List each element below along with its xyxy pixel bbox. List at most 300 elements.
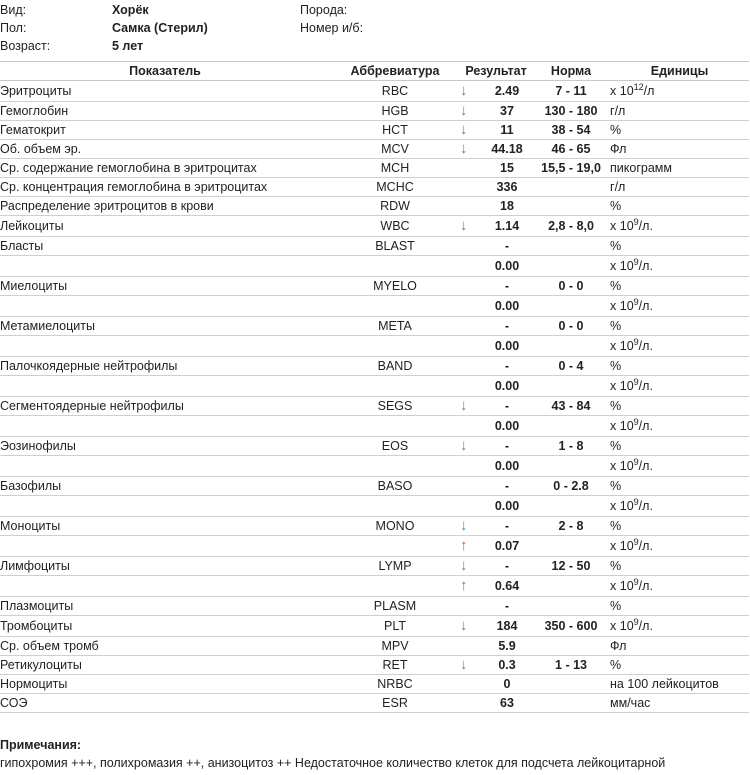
age-value: 5 лет [112, 39, 144, 53]
result-value: 37 [482, 102, 532, 121]
norm-range [532, 178, 610, 197]
unit-cell [610, 597, 749, 616]
unit-text: на 100 лейкоцитов [610, 677, 719, 691]
unit-text: x 10 [610, 84, 634, 98]
arrow-down-icon [460, 140, 482, 159]
result-value: 0.3 [482, 656, 532, 675]
flag-cell [460, 496, 482, 517]
indicator-abbreviation [330, 296, 460, 317]
unit-exponent: 9 [633, 537, 639, 547]
unit-cell [610, 576, 749, 597]
unit-cell [610, 317, 749, 336]
arrow-down-icon [460, 397, 482, 416]
norm-range [532, 597, 610, 616]
unit-text: мм/час [610, 696, 651, 710]
flag-cell [460, 159, 482, 178]
unit-cell [610, 357, 749, 376]
unit-suffix: /л. [638, 499, 653, 513]
arrow-up-icon: ↑ [460, 577, 468, 594]
indicator-abbreviation [330, 496, 460, 517]
indicator-name [0, 376, 330, 397]
table-row [0, 557, 749, 576]
table-row [0, 102, 749, 121]
sex-label: Пол: [0, 21, 27, 35]
unit-cell [610, 178, 749, 197]
notes-text: гипохромия +++, полихромазия ++, анизоцитоз ++ Недостаточное количество клеток для подсчета лейкоцитарной [0, 756, 666, 770]
unit-exponent: 9 [633, 417, 639, 427]
unit-text: пикограмм [610, 161, 672, 175]
unit-suffix: /л. [638, 299, 653, 313]
indicator-name [0, 496, 330, 517]
indicator-abbreviation: MCHC [330, 178, 460, 197]
indicator-abbreviation: PLASM [330, 597, 460, 616]
norm-range: 38 - 54 [532, 121, 610, 140]
norm-range [532, 675, 610, 694]
unit-cell [610, 197, 749, 216]
norm-range: 350 - 600 [532, 616, 610, 637]
unit-text: x 10 [610, 459, 634, 473]
table-row [0, 256, 749, 277]
notes-title: Примечания: [0, 738, 82, 752]
indicator-name: Лейкоциты [0, 216, 330, 237]
indicator-name: Палочкоядерные нейтрофилы [0, 357, 330, 376]
flag-cell [460, 597, 482, 616]
arrow-up-icon: ↑ [460, 537, 468, 554]
indicator-name [0, 336, 330, 357]
table-row [0, 296, 749, 317]
norm-range [532, 256, 610, 277]
unit-exponent: 9 [633, 617, 639, 627]
arrow-down-icon [460, 656, 482, 675]
arrow-down-icon [460, 121, 482, 140]
result-value: 2.49 [482, 81, 532, 102]
norm-range: 0 - 2.8 [532, 477, 610, 496]
table-row [0, 576, 749, 597]
arrow-down-icon: ↓ [460, 82, 468, 99]
result-value: - [482, 517, 532, 536]
chip-label: Номер и/б: [300, 21, 364, 35]
arrow-down-icon [460, 81, 482, 102]
indicator-abbreviation [330, 336, 460, 357]
indicator-name: Сегментоядерные нейтрофилы [0, 397, 330, 416]
table-row [0, 397, 749, 416]
table-row [0, 216, 749, 237]
norm-range [532, 197, 610, 216]
unit-cell [610, 536, 749, 557]
indicator-abbreviation: HCT [330, 121, 460, 140]
table-row [0, 477, 749, 496]
indicator-name [0, 296, 330, 317]
indicator-abbreviation: SEGS [330, 397, 460, 416]
result-value: 0.00 [482, 336, 532, 357]
unit-text: x 10 [610, 219, 634, 233]
flag-cell [460, 637, 482, 656]
indicator-name [0, 416, 330, 437]
table-row [0, 197, 749, 216]
indicator-name [0, 576, 330, 597]
arrow-down-icon: ↓ [460, 217, 468, 234]
indicator-name: Распределение эритроцитов в крови [0, 197, 330, 216]
result-value: 0.00 [482, 376, 532, 397]
norm-range: 0 - 4 [532, 357, 610, 376]
table-row [0, 536, 749, 557]
result-value: 44.18 [482, 140, 532, 159]
indicator-name: Плазмоциты [0, 597, 330, 616]
arrow-down-icon [460, 557, 482, 576]
flag-cell [460, 376, 482, 397]
table-row [0, 178, 749, 197]
arrow-down-icon: ↓ [460, 102, 468, 119]
unit-cell [610, 416, 749, 437]
norm-range [532, 376, 610, 397]
arrow-down-icon [460, 216, 482, 237]
indicator-abbreviation: MONO [330, 517, 460, 536]
results-table [0, 61, 749, 713]
arrow-down-icon: ↓ [460, 656, 468, 673]
unit-cell [610, 296, 749, 317]
unit-text: x 10 [610, 619, 634, 633]
unit-cell [610, 140, 749, 159]
unit-suffix: /л. [638, 339, 653, 353]
indicator-name: Бласты [0, 237, 330, 256]
indicator-name: Ср. объем тромб [0, 637, 330, 656]
flag-cell [460, 178, 482, 197]
result-value: 1.14 [482, 216, 532, 237]
unit-text: x 10 [610, 259, 634, 273]
arrow-down-icon [460, 517, 482, 536]
norm-range: 15,5 - 19,0 [532, 159, 610, 178]
indicator-abbreviation: MCV [330, 140, 460, 159]
flag-cell [460, 237, 482, 256]
unit-cell [610, 81, 749, 102]
unit-exponent: 9 [633, 377, 639, 387]
indicator-name: Базофилы [0, 477, 330, 496]
unit-cell [610, 336, 749, 357]
indicator-name [0, 536, 330, 557]
result-value: 184 [482, 616, 532, 637]
breed-label: Порода: [300, 3, 348, 17]
table-row [0, 437, 749, 456]
indicator-name: Метамиелоциты [0, 317, 330, 336]
table-row [0, 637, 749, 656]
table-row [0, 694, 749, 713]
norm-range: 46 - 65 [532, 140, 610, 159]
unit-cell [610, 616, 749, 637]
unit-suffix: /л. [638, 459, 653, 473]
indicator-name: Лимфоциты [0, 557, 330, 576]
sex-value: Самка (Стерил) [112, 21, 208, 35]
indicator-abbreviation [330, 416, 460, 437]
unit-exponent: 9 [633, 217, 639, 227]
indicator-abbreviation: WBC [330, 216, 460, 237]
flag-cell [460, 277, 482, 296]
flag-cell [460, 296, 482, 317]
unit-text: % [610, 359, 622, 373]
norm-range [532, 637, 610, 656]
arrow-down-icon [460, 616, 482, 637]
indicator-name: Миелоциты [0, 277, 330, 296]
result-value: 0.00 [482, 456, 532, 477]
table-row [0, 357, 749, 376]
table-row [0, 140, 749, 159]
result-value: 0 [482, 675, 532, 694]
unit-text: % [610, 599, 622, 613]
column-header-result: Результат [460, 62, 532, 81]
table-row [0, 416, 749, 437]
indicator-abbreviation: HGB [330, 102, 460, 121]
unit-exponent: 9 [633, 497, 639, 507]
unit-suffix: /л [643, 84, 655, 98]
unit-text: x 10 [610, 299, 634, 313]
norm-range: 7 - 11 [532, 81, 610, 102]
unit-cell [610, 376, 749, 397]
unit-text: x 10 [610, 339, 634, 353]
result-value: - [482, 277, 532, 296]
unit-cell [610, 637, 749, 656]
arrow-down-icon [460, 437, 482, 456]
indicator-abbreviation: ESR [330, 694, 460, 713]
arrow-up-icon [460, 576, 482, 597]
indicator-abbreviation [330, 376, 460, 397]
indicator-name: Гематокрит [0, 121, 330, 140]
unit-cell [610, 496, 749, 517]
unit-cell [610, 216, 749, 237]
result-value: 336 [482, 178, 532, 197]
result-value: 18 [482, 197, 532, 216]
table-header-row [0, 62, 749, 81]
indicator-abbreviation: RBC [330, 81, 460, 102]
table-row [0, 517, 749, 536]
unit-text: % [610, 399, 622, 413]
indicator-name: Ср. содержание гемоглобина в эритроцитах [0, 159, 330, 178]
result-value: - [482, 437, 532, 456]
norm-range: 130 - 180 [532, 102, 610, 121]
table-row [0, 675, 749, 694]
flag-cell [460, 675, 482, 694]
table-row [0, 456, 749, 477]
unit-text: % [610, 199, 622, 213]
indicator-name: Тромбоциты [0, 616, 330, 637]
flag-cell [460, 197, 482, 216]
unit-exponent: 9 [633, 337, 639, 347]
result-value: 0.00 [482, 416, 532, 437]
result-value: 0.64 [482, 576, 532, 597]
table-row [0, 159, 749, 178]
indicator-abbreviation [330, 536, 460, 557]
indicator-abbreviation: LYMP [330, 557, 460, 576]
unit-cell [610, 256, 749, 277]
result-value: - [482, 357, 532, 376]
norm-range [532, 456, 610, 477]
norm-range [532, 496, 610, 517]
column-header-units: Единицы [610, 62, 749, 81]
indicator-name [0, 256, 330, 277]
result-value: - [482, 597, 532, 616]
norm-range [532, 237, 610, 256]
age-label: Возраст: [0, 39, 51, 53]
arrow-down-icon: ↓ [460, 517, 468, 534]
unit-cell [610, 121, 749, 140]
table-row [0, 597, 749, 616]
unit-text: x 10 [610, 579, 634, 593]
arrow-up-icon [460, 536, 482, 557]
column-header-norm: Норма [532, 62, 610, 81]
indicator-name: Нормоциты [0, 675, 330, 694]
unit-cell [610, 456, 749, 477]
norm-range: 43 - 84 [532, 397, 610, 416]
table-row [0, 237, 749, 256]
indicator-abbreviation: RDW [330, 197, 460, 216]
unit-text: x 10 [610, 419, 634, 433]
indicator-name: Ср. концентрация гемоглобина в эритроцитах [0, 178, 330, 197]
flag-cell [460, 336, 482, 357]
norm-range [532, 694, 610, 713]
table-row [0, 317, 749, 336]
arrow-down-icon: ↓ [460, 437, 468, 454]
unit-cell [610, 102, 749, 121]
species-value: Хорёк [112, 3, 149, 17]
unit-text: % [610, 479, 622, 493]
norm-range: 0 - 0 [532, 277, 610, 296]
result-value: - [482, 557, 532, 576]
norm-range [532, 336, 610, 357]
unit-text: x 10 [610, 539, 634, 553]
norm-range: 1 - 8 [532, 437, 610, 456]
unit-text: % [610, 559, 622, 573]
indicator-abbreviation: BAND [330, 357, 460, 376]
result-value: 0.07 [482, 536, 532, 557]
table-row [0, 496, 749, 517]
table-row [0, 656, 749, 675]
indicator-abbreviation: MCH [330, 159, 460, 178]
indicator-name: Эритроциты [0, 81, 330, 102]
unit-cell [610, 557, 749, 576]
table-row [0, 121, 749, 140]
result-value: 0.00 [482, 496, 532, 517]
arrow-down-icon: ↓ [460, 121, 468, 138]
indicator-name: Ретикулоциты [0, 656, 330, 675]
result-value: 63 [482, 694, 532, 713]
unit-text: % [610, 658, 622, 672]
arrow-down-icon [460, 102, 482, 121]
flag-cell [460, 456, 482, 477]
flag-cell [460, 416, 482, 437]
indicator-abbreviation: BLAST [330, 237, 460, 256]
unit-cell [610, 477, 749, 496]
result-value: - [482, 477, 532, 496]
unit-suffix: /л. [638, 579, 653, 593]
indicator-abbreviation: META [330, 317, 460, 336]
unit-cell [610, 517, 749, 536]
unit-cell [610, 277, 749, 296]
unit-text: x 10 [610, 379, 634, 393]
unit-text: % [610, 439, 622, 453]
indicator-name: Гемоглобин [0, 102, 330, 121]
indicator-name: Эозинофилы [0, 437, 330, 456]
norm-range: 2 - 8 [532, 517, 610, 536]
unit-text: % [610, 279, 622, 293]
unit-suffix: /л. [638, 219, 653, 233]
unit-text: г/л [610, 180, 626, 194]
unit-cell [610, 437, 749, 456]
unit-suffix: /л. [638, 379, 653, 393]
result-value: 0.00 [482, 256, 532, 277]
norm-range: 0 - 0 [532, 317, 610, 336]
indicator-abbreviation: MYELO [330, 277, 460, 296]
norm-range [532, 296, 610, 317]
unit-suffix: /л. [638, 259, 653, 273]
unit-suffix: /л. [638, 419, 653, 433]
indicator-name: Моноциты [0, 517, 330, 536]
result-value: 11 [482, 121, 532, 140]
unit-suffix: /л. [638, 539, 653, 553]
table-body [0, 81, 749, 713]
flag-cell [460, 477, 482, 496]
indicator-abbreviation [330, 456, 460, 477]
result-value: - [482, 397, 532, 416]
indicator-abbreviation: EOS [330, 437, 460, 456]
unit-text: % [610, 123, 622, 137]
indicator-name [0, 456, 330, 477]
norm-range: 2,8 - 8,0 [532, 216, 610, 237]
unit-text: % [610, 319, 622, 333]
norm-range [532, 576, 610, 597]
flag-cell [460, 256, 482, 277]
result-value: - [482, 237, 532, 256]
table-row [0, 376, 749, 397]
flag-cell [460, 357, 482, 376]
table-row [0, 277, 749, 296]
result-value: 0.00 [482, 296, 532, 317]
unit-exponent: 9 [633, 457, 639, 467]
unit-text: % [610, 519, 622, 533]
indicator-abbreviation [330, 256, 460, 277]
norm-range: 12 - 50 [532, 557, 610, 576]
unit-cell [610, 237, 749, 256]
table-row [0, 616, 749, 637]
unit-text: % [610, 239, 622, 253]
unit-cell [610, 694, 749, 713]
arrow-down-icon: ↓ [460, 140, 468, 157]
unit-exponent: 9 [633, 297, 639, 307]
flag-cell [460, 694, 482, 713]
indicator-name: СОЭ [0, 694, 330, 713]
unit-text: x 10 [610, 499, 634, 513]
arrow-down-icon: ↓ [460, 397, 468, 414]
indicator-abbreviation: RET [330, 656, 460, 675]
result-value: 15 [482, 159, 532, 178]
unit-exponent: 12 [633, 82, 644, 92]
unit-suffix: /л. [638, 619, 653, 633]
unit-cell [610, 675, 749, 694]
unit-exponent: 9 [633, 577, 639, 587]
norm-range: 1 - 13 [532, 656, 610, 675]
arrow-down-icon: ↓ [460, 617, 468, 634]
table-row [0, 81, 749, 102]
table-row [0, 336, 749, 357]
unit-text: Фл [610, 639, 627, 653]
indicator-abbreviation: PLT [330, 616, 460, 637]
result-value: - [482, 317, 532, 336]
indicator-abbreviation: BASO [330, 477, 460, 496]
arrow-down-icon: ↓ [460, 557, 468, 574]
unit-cell [610, 397, 749, 416]
unit-exponent: 9 [633, 257, 639, 267]
unit-cell [610, 656, 749, 675]
indicator-abbreviation: NRBC [330, 675, 460, 694]
unit-text: г/л [610, 104, 626, 118]
norm-range [532, 536, 610, 557]
